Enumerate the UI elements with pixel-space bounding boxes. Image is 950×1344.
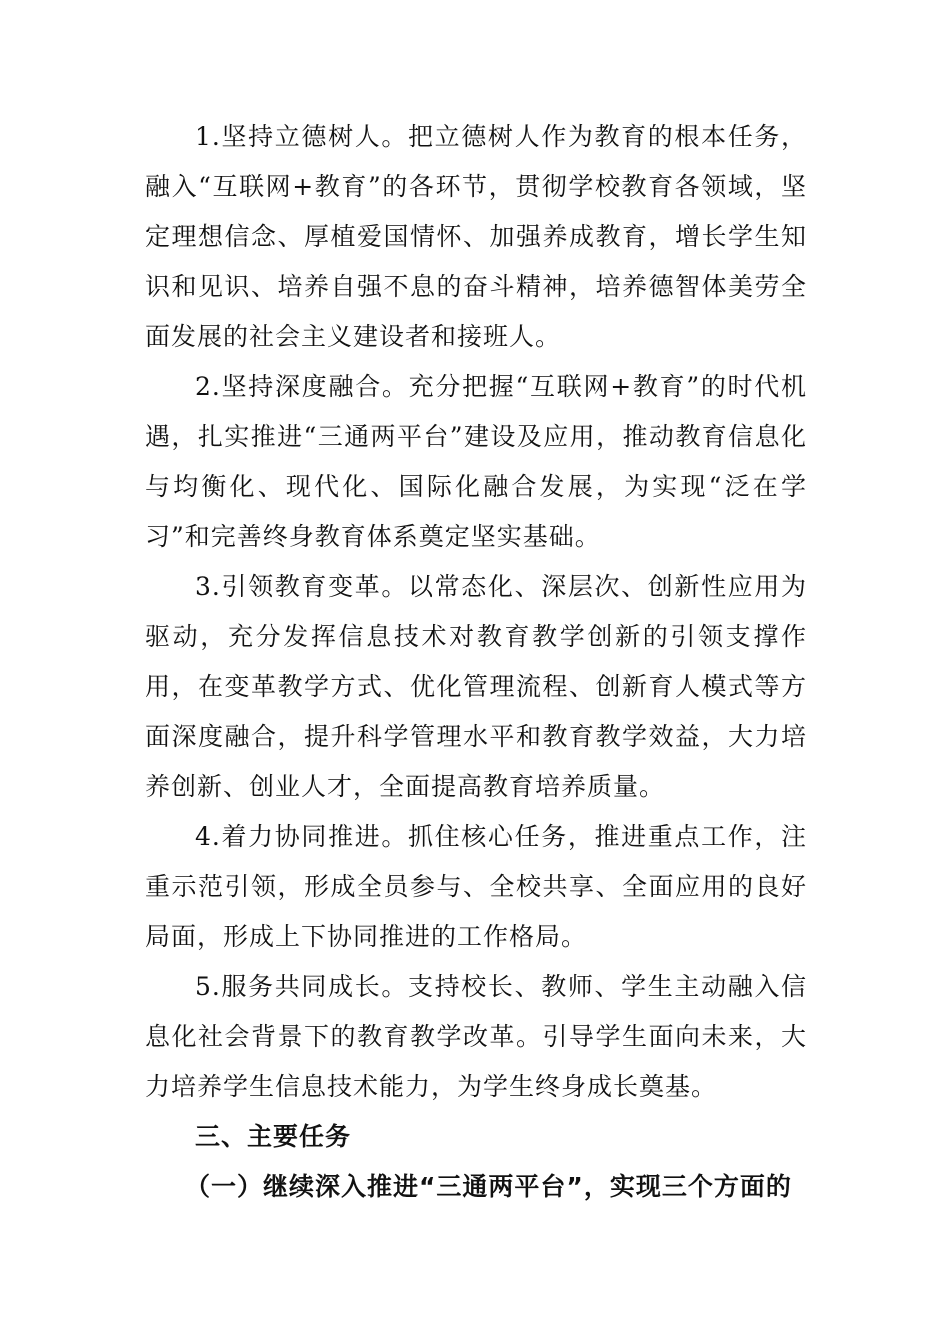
document-body bbox=[145, 112, 807, 1212]
paragraph-2: 2.坚持深度融合。充分把握“互联网+教育”的时代机遇，扎实推进“三通两平台”建设及应用，推动教育信息化与均衡化、现代化、国际化融合发展，为实现“泛在学习”和完善终身教育体系奠定坚实基础。 bbox=[145, 372, 807, 551]
section-heading: 三、主要任务 bbox=[195, 1122, 352, 1151]
paragraph-1: 1.坚持立德树人。把立德树人作为教育的根本任务，融入“互联网+教育”的各环节，贯彻学校教育各领域，坚定理想信念、厚植爱国情怀、加强养成教育，增长学生知识和见识、培养自强不息的奋斗精神，培养德智体美劳全面发展的社会主义建设者和接班人。 bbox=[145, 122, 807, 351]
paragraph-3: 3.引领教育变革。以常态化、深层次、创新性应用为驱动，充分发挥信息技术对教育教学创新的引领支撑作用，在变革教学方式、优化管理流程、创新育人模式等方面深度融合，提升科学管理水平和教育教学效益，大力培养创新、创业人才，全面提高教育培养质量。 bbox=[145, 572, 807, 801]
paragraph-4: 4.着力协同推进。抓住核心任务，推进重点工作，注重示范引领，形成全员参与、全校共享、全面应用的良好局面，形成上下协同推进的工作格局。 bbox=[145, 822, 807, 951]
paragraph-5: 5.服务共同成长。支持校长、教师、学生主动融入信息化社会背景下的教育教学改革。引导学生面向未来，大力培养学生信息技术能力，为学生终身成长奠基。 bbox=[145, 972, 807, 1101]
subsection-heading: （一）继续深入推进“三通两平台”，实现三个方面的 bbox=[185, 1172, 792, 1201]
